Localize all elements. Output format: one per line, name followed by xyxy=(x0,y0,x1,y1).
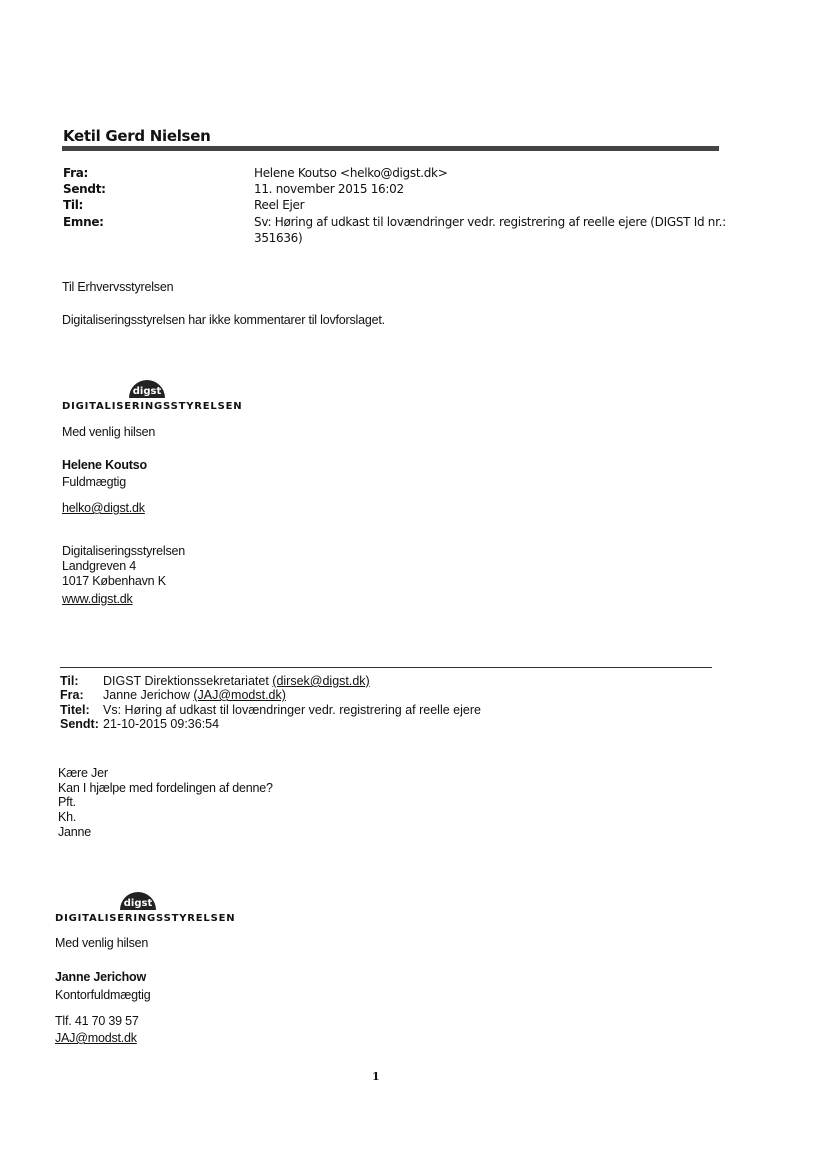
page-number: 1 xyxy=(372,1070,380,1083)
fwd-sender-name: Janne Jerichow xyxy=(55,970,146,984)
fwd-line-3: Pft. xyxy=(58,795,76,809)
fwd-to-label: Til: xyxy=(60,674,79,688)
fwd-from-label: Fra: xyxy=(60,688,84,702)
fwd-title-label: Titel: xyxy=(60,703,90,717)
fwd-from-value xyxy=(103,688,286,702)
fwd-line-4: Kh. xyxy=(58,810,77,824)
fwd-sender-title: Kontorfuldmægtig xyxy=(55,988,151,1002)
reply-web-link[interactable]: www.digst.dk xyxy=(62,592,133,606)
from-label: Fra: xyxy=(63,166,89,180)
digst-logo-icon xyxy=(127,374,167,398)
reply-logo-text: DIGITALISERINGSSTYRELSEN xyxy=(62,401,243,412)
fwd-closing: Med venlig hilsen xyxy=(55,936,149,950)
reply-logo-badge: digst xyxy=(132,386,162,397)
fwd-logo-badge: digst xyxy=(123,898,153,909)
sent-label: Sendt: xyxy=(63,182,106,196)
fwd-from-name: Janne Jerichow xyxy=(103,688,190,702)
to-value: Reel Ejer xyxy=(254,198,305,212)
reply-email-link[interactable]: helko@digst.dk xyxy=(62,501,145,515)
sent-value: 11. november 2015 16:02 xyxy=(254,182,404,196)
reply-org: Digitaliseringsstyrelsen xyxy=(62,544,186,558)
reply-sender-title: Fuldmægtig xyxy=(62,475,126,489)
reply-street: Landgreven 4 xyxy=(62,559,137,573)
fwd-phone: Tlf. 41 70 39 57 xyxy=(55,1014,139,1028)
fwd-to-email-link[interactable]: (dirsek@digst.dk) xyxy=(272,674,370,688)
reply-body: Digitaliseringsstyrelsen har ikke kommentarer til lovforslaget. xyxy=(62,313,385,327)
fwd-to-name: DIGST Direktionssekretariatet xyxy=(103,674,269,688)
fwd-line-2: Kan I hjælpe med fordelingen af denne? xyxy=(58,781,273,795)
from-value: Helene Koutso <helko@digst.dk> xyxy=(254,166,448,180)
subject-line-1: Sv: Høring af udkast til lovændringer vedr. registrering af reelle ejere (DIGST Id nr.: xyxy=(254,215,726,229)
subject-line-2: 351636) xyxy=(254,231,303,245)
fwd-sent-label: Sendt: xyxy=(60,717,99,731)
digst-logo-icon xyxy=(118,886,158,910)
reply-city: 1017 København K xyxy=(62,574,166,588)
reply-closing: Med venlig hilsen xyxy=(62,425,156,439)
mailbox-owner-name: Ketil Gerd Nielsen xyxy=(63,127,211,145)
to-label: Til: xyxy=(63,198,84,212)
fwd-title-value: Vs: Høring af udkast til lovændringer vedr. registrering af reelle ejere xyxy=(103,703,481,717)
fwd-email-link[interactable]: JAJ@modst.dk xyxy=(55,1031,137,1045)
fwd-line-1: Kære Jer xyxy=(58,766,108,780)
fwd-sent-value: 21-10-2015 09:36:54 xyxy=(103,717,220,731)
fwd-from-email-link[interactable]: (JAJ@modst.dk) xyxy=(193,688,286,702)
fwd-line-5: Janne xyxy=(58,825,92,839)
subject-label: Emne: xyxy=(63,215,104,229)
forward-separator xyxy=(60,667,712,668)
owner-rule xyxy=(62,146,719,151)
fwd-logo-text: DIGITALISERINGSSTYRELSEN xyxy=(55,913,236,924)
reply-sender-name: Helene Koutso xyxy=(62,458,147,472)
fwd-to-value xyxy=(103,674,370,688)
reply-greeting: Til Erhvervsstyrelsen xyxy=(62,280,174,294)
